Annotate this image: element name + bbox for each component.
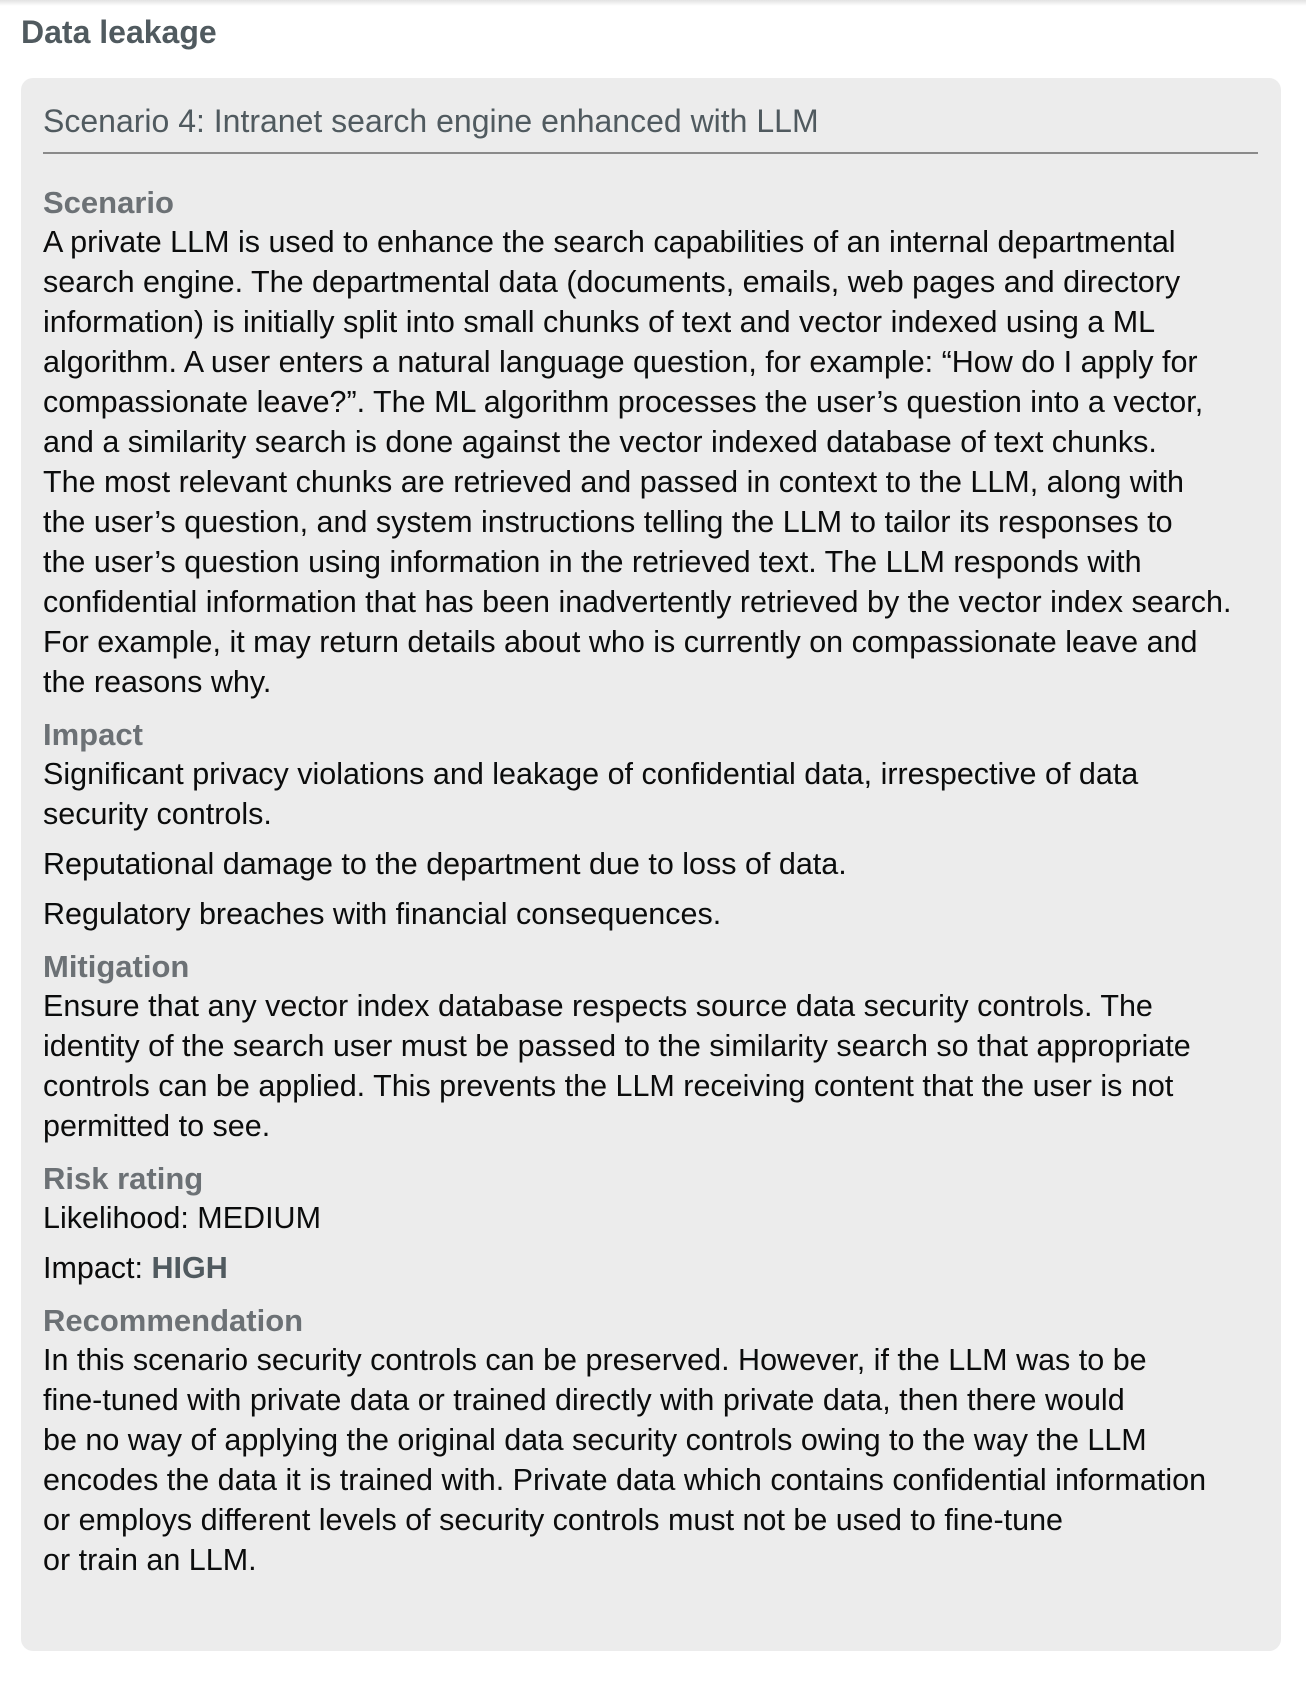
impact-line: Significant privacy violations and leakage of confidential data, irrespective of data xyxy=(43,757,1139,791)
impact-rating xyxy=(43,1248,1258,1288)
recommendation-line: encodes the data it is trained with. Private data which contains confidential information xyxy=(43,1463,1207,1497)
impact-heading: Impact xyxy=(43,717,143,752)
panel-title: Scenario 4: Intranet search engine enhanced with LLM xyxy=(43,102,1258,154)
scenario-line: the user’s question using information in the retrieved text. The LLM responds with xyxy=(43,545,1142,579)
recommendation-text xyxy=(43,1340,1258,1580)
mitigation-line: controls can be applied. This prevents the LLM receiving content that the user is not xyxy=(43,1069,1174,1103)
scenario-line: the user’s question, and system instructions telling the LLM to tailor its responses to xyxy=(43,505,1173,539)
top-shadow xyxy=(0,0,1306,6)
impact-paragraph-3: Regulatory breaches with financial consequences. xyxy=(43,897,722,931)
impact-line: security controls. xyxy=(43,797,272,831)
section-heading: Data leakage xyxy=(21,14,217,50)
impact-paragraph-2: Reputational damage to the department due to loss of data. xyxy=(43,847,847,881)
scenario-line: search engine. The departmental data (documents, emails, web pages and directory xyxy=(43,265,1181,299)
scenario-line: compassionate leave?”. The ML algorithm processes the user’s question into a vector, xyxy=(43,385,1204,419)
scenario-panel xyxy=(21,78,1281,1651)
recommendation-line: or train an LLM. xyxy=(43,1543,257,1577)
scenario-text xyxy=(43,222,1258,702)
impact-paragraph-1 xyxy=(43,754,1258,834)
recommendation-line: In this scenario security controls can be preserved. However, if the LLM was to be xyxy=(43,1343,1147,1377)
recommendation-heading: Recommendation xyxy=(43,1303,304,1338)
scenario-line: The most relevant chunks are retrieved and passed in context to the LLM, along with xyxy=(43,465,1184,499)
scenario-line: confidential information that has been inadvertently retrieved by the vector index search. xyxy=(43,585,1232,619)
recommendation-line: be no way of applying the original data security controls owing to the way the LLM xyxy=(43,1423,1147,1457)
impact-rating-value: HIGH xyxy=(151,1251,228,1285)
scenario-line: algorithm. A user enters a natural language question, for example: “How do I apply for xyxy=(43,345,1198,379)
scenario-line: the reasons why. xyxy=(43,665,272,699)
impact-rating-label: Impact: xyxy=(43,1251,152,1285)
scenario-line: A private LLM is used to enhance the search capabilities of an internal departmental xyxy=(43,225,1176,259)
mitigation-heading: Mitigation xyxy=(43,949,190,984)
mitigation-text xyxy=(43,986,1258,1146)
scenario-line: information) is initially split into small chunks of text and vector indexed using a ML xyxy=(43,305,1156,339)
scenario-line: For example, it may return details about who is currently on compassionate leave and xyxy=(43,625,1198,659)
mitigation-line: identity of the search user must be passed to the similarity search so that appropriate xyxy=(43,1029,1191,1063)
recommendation-line: or employs different levels of security controls must not be used to fine-tune xyxy=(43,1503,1064,1537)
risk-rating-heading: Risk rating xyxy=(43,1161,204,1196)
scenario-line: and a similarity search is done against the vector indexed database of text chunks. xyxy=(43,425,1157,459)
recommendation-line: fine-tuned with private data or trained directly with private data, then there would xyxy=(43,1383,1125,1417)
likelihood-rating: Likelihood: MEDIUM xyxy=(43,1201,321,1235)
mitigation-line: Ensure that any vector index database respects source data security controls. The xyxy=(43,989,1153,1023)
scenario-heading: Scenario xyxy=(43,185,174,220)
mitigation-line: permitted to see. xyxy=(43,1109,271,1143)
